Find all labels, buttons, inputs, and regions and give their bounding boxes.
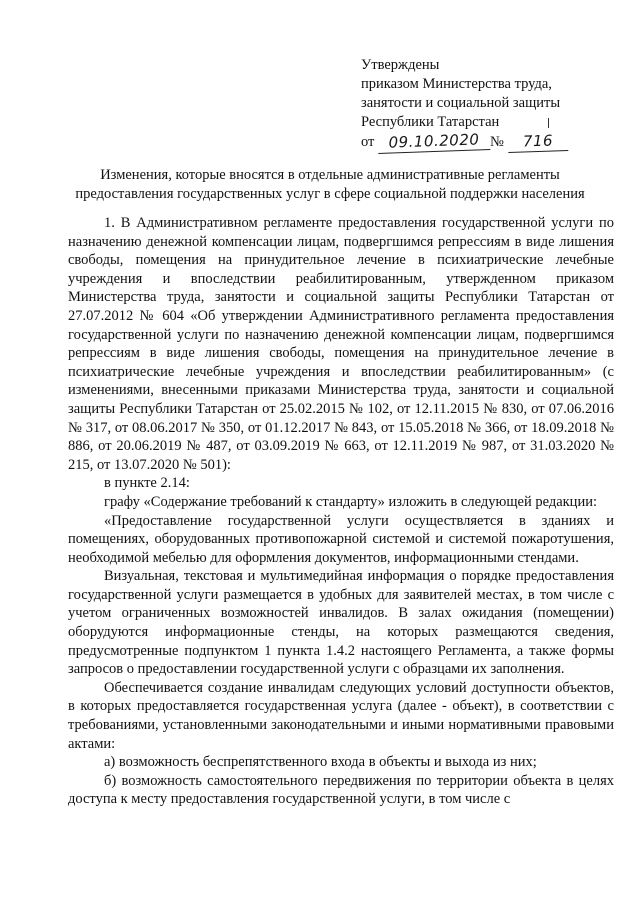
paragraph-quoted-premises: «Предоставление государственной услуги осуществляется в зданиях и помещениях, оборудованных противопожарной системой и системой пожаротушения, необходимой мебелью для оформления документов, информационными стендами. — [68, 512, 614, 566]
handwritten-date: 09.10.2020 — [378, 130, 491, 154]
approval-from-label: от — [361, 134, 375, 150]
handwritten-number: 716 — [507, 131, 568, 153]
approval-number-label: № — [490, 134, 504, 150]
paragraph-subitem-b: б) возможность самостоятельного передвижения по территории объекта в целях доступа к месту предоставления государственной услуги, в том числе с — [68, 772, 614, 808]
paragraph-point-2-14: в пункте 2.14: — [104, 475, 190, 492]
document-title-line-2: предоставления государственных услуг в сфере социальной поддержки населения — [75, 186, 585, 202]
document-title — [60, 166, 600, 204]
approval-line-ministry: занятости и социальной защиты — [361, 95, 561, 111]
paragraph-accessibility: Обеспечивается создание инвалидам следующих условий доступности объектов, в которых предоставляется государственная услуга (далее - объект), в соответствии с требованиями, установленными законодательными и иными нормативными правовыми актами: — [68, 679, 614, 752]
pen-mark — [548, 118, 549, 128]
approval-stamp-block — [361, 56, 621, 152]
approval-line-approved: Утверждены — [361, 57, 440, 73]
paragraph-item-1: 1. В Административном регламенте предоставления государственной услуги по назначению денежной компенсации лицам, подвергшимся репрессиям в виде лишения свободы, помещения на принудительное лечение в психиатрические лечебные учреждения и впоследствии реабилитированным, утвержденном приказом Министерства труда, занятости и социальной защиты Республики Татарстан от 27.07.2012 № 604 «Об утверждении Административного регламента предоставления государственной услуги по назначению денежной компенсации лицам, подвергшимся репрессиям в виде лишения свободы, помещения на принудительное лечение в психиатрические лечебные учреждения и впоследствии реабилитированным» (с изменениями, внесенными приказами Министерства труда, занятости и социальной защиты Республики Татарстан от 25.02.2015 № 102, от 12.11.2015 № 830, от 07.06.2016 № 317, от 08.06.2017 № 350, от 01.12.2017 № 843, от 15.05.2018 № 366, от 18.09.2018 № 886, от 20.06.2019 № 487, от 03.09.2019 № 663, от 12.11.2019 № 987, от 31.03.2020 № 215, от 13.07.2020 № 501): — [68, 215, 614, 473]
paragraph-visual-info: Визуальная, текстовая и мультимедийная информация о порядке предоставления государственной услуги размещается в удобных для заявителей местах, в том числе с учетом ограниченных возможностей инвалидов. В залах ожидания (помещении) оборудуются информационные стенды, на которых размещаются сведения, предусмотренные подпунктом 1 пункта 1.4.2 настоящего Регламента, а также формы запросов о предоставлении государственной услуги с образцами их заполнения. — [68, 568, 614, 678]
approval-line-republic: Республики Татарстан — [361, 114, 500, 130]
paragraph-column-edit: графу «Содержание требований к стандарту» изложить в следующей редакции: — [104, 493, 597, 510]
approval-line-order: приказом Министерства труда, — [361, 76, 552, 92]
paragraph-subitem-a: а) возможность беспрепятственного входа в объекты и выхода из них; — [104, 754, 537, 771]
document-body — [68, 214, 614, 809]
document-title-line-1: Изменения, которые вносятся в отдельные административные регламенты — [100, 167, 560, 183]
approval-date-number-row — [361, 132, 621, 152]
